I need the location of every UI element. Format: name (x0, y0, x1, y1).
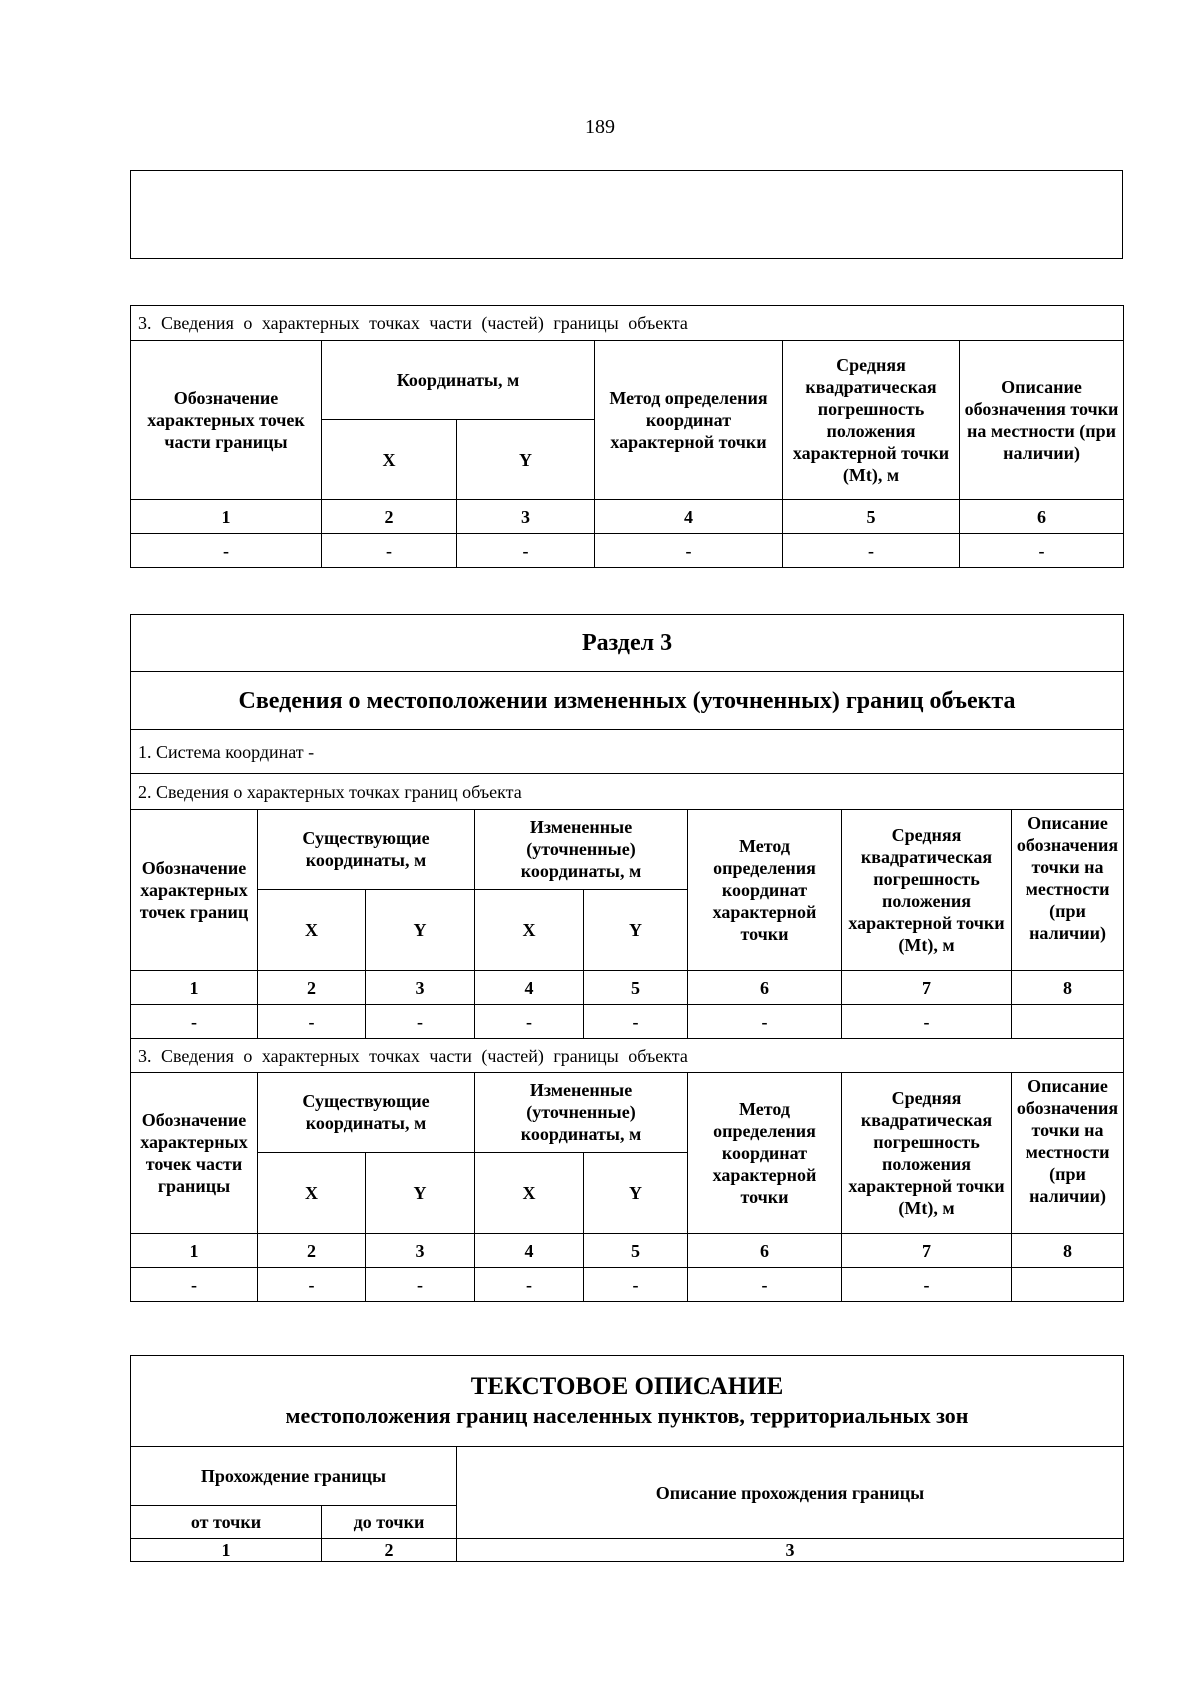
table-cell: - (584, 1005, 688, 1039)
table-cell: - (366, 1005, 475, 1039)
table-cell: - (688, 1268, 842, 1302)
header-method: Метод определения координат характерной точки (688, 1073, 842, 1234)
points-caption: 2. Сведения о характерных точках границ объекта (131, 774, 1124, 810)
header-designation: Обозначение характерных точек части границы (131, 341, 322, 500)
section-title: Раздел 3 (131, 615, 1124, 672)
column-number: 4 (475, 1234, 584, 1268)
text-description-heading (131, 1356, 1124, 1447)
column-number: 6 (960, 500, 1124, 534)
section-subtitle: Сведения о местоположении измененных (уточненных) границ объекта (131, 672, 1124, 730)
header-changed-coordinates: Измененные (уточненные) координаты, м (475, 1073, 688, 1153)
column-number: 1 (131, 971, 258, 1005)
column-number: 4 (595, 500, 783, 534)
header-x: X (475, 1152, 584, 1233)
parts-points-table (130, 305, 1124, 568)
header-error: Средняя квадратическая погрешность положения характерной точки (Mt), м (842, 1073, 1012, 1234)
column-number: 3 (366, 1234, 475, 1268)
text-description-subtitle: местоположения границ населенных пунктов, территориальных зон (285, 1403, 969, 1428)
table-cell: - (131, 534, 322, 568)
header-from-point: от точки (131, 1506, 322, 1539)
header-designation: Обозначение характерных точек границ (131, 810, 258, 971)
empty-table-fragment (130, 170, 1123, 259)
header-x: X (322, 420, 457, 500)
header-designation: Обозначение характерных точек части границы (131, 1073, 258, 1234)
header-y: Y (457, 420, 595, 500)
header-description (1012, 1073, 1124, 1234)
column-number: 1 (131, 500, 322, 534)
column-number: 4 (475, 971, 584, 1005)
table-cell: - (584, 1268, 688, 1302)
table-caption: 3. Сведения о характерных точках части (частей) границы объекта (131, 306, 1124, 341)
table-cell: - (688, 1005, 842, 1039)
column-number: 3 (457, 1539, 1124, 1562)
column-number: 8 (1012, 1234, 1124, 1268)
column-number: 1 (131, 1234, 258, 1268)
column-number: 7 (842, 1234, 1012, 1268)
column-number: 1 (131, 1539, 322, 1562)
table-cell (1012, 1268, 1124, 1302)
table-cell (1012, 1005, 1124, 1039)
table-cell: - (258, 1005, 366, 1039)
table-cell: - (842, 1005, 1012, 1039)
header-error: Средняя квадратическая погрешность положения характерной точки (Mt), м (783, 341, 960, 500)
column-number: 7 (842, 971, 1012, 1005)
header-y: Y (366, 889, 475, 970)
header-coordinates: Координаты, м (322, 341, 595, 420)
column-number: 3 (457, 500, 595, 534)
header-y: Y (584, 889, 688, 970)
table-cell: - (595, 534, 783, 568)
parts-caption: 3. Сведения о характерных точках части (частей) границы объекта (131, 1039, 1124, 1073)
header-description-text: Описание обозначения точки на местности (при наличии) (1016, 813, 1119, 943)
table-cell: - (842, 1268, 1012, 1302)
header-changed-coordinates: Измененные (уточненные) координаты, м (475, 810, 688, 890)
column-number: 5 (584, 1234, 688, 1268)
table-cell: - (131, 1268, 258, 1302)
column-number: 6 (688, 1234, 842, 1268)
header-y: Y (584, 1152, 688, 1233)
page-number: 189 (585, 116, 615, 138)
header-x: X (258, 889, 366, 970)
header-method: Метод определения координат характерной точки (688, 810, 842, 971)
header-passage-description: Описание прохождения границы (457, 1447, 1124, 1539)
header-to-point: до точки (322, 1506, 457, 1539)
column-number: 2 (258, 971, 366, 1005)
column-number: 3 (366, 971, 475, 1005)
column-number: 2 (322, 500, 457, 534)
header-description (1012, 810, 1124, 971)
column-number: 2 (258, 1234, 366, 1268)
text-description-table (130, 1355, 1124, 1562)
table-cell: - (783, 534, 960, 568)
header-method: Метод определения координат характерной точки (595, 341, 783, 500)
header-existing-coordinates: Существующие координаты, м (258, 810, 475, 890)
section-3-table (130, 614, 1124, 1302)
header-description: Описание обозначения точки на местности (при наличии) (960, 341, 1124, 500)
column-number: 2 (322, 1539, 457, 1562)
table-cell: - (322, 534, 457, 568)
header-x: X (258, 1152, 366, 1233)
table-cell: - (960, 534, 1124, 568)
column-number: 8 (1012, 971, 1124, 1005)
column-number: 5 (783, 500, 960, 534)
header-passage: Прохождение границы (131, 1447, 457, 1506)
header-error: Средняя квадратическая погрешность положения характерной точки (Mt), м (842, 810, 1012, 971)
table-cell: - (131, 1005, 258, 1039)
table-cell: - (475, 1005, 584, 1039)
coordinate-system: 1. Система координат - (131, 730, 1124, 774)
header-existing-coordinates: Существующие координаты, м (258, 1073, 475, 1153)
text-description-title: ТЕКСТОВОЕ ОПИСАНИЕ (470, 1373, 784, 1400)
table-cell: - (258, 1268, 366, 1302)
table-cell: - (457, 534, 595, 568)
header-y: Y (366, 1152, 475, 1233)
column-number: 6 (688, 971, 842, 1005)
column-number: 5 (584, 971, 688, 1005)
table-cell: - (366, 1268, 475, 1302)
header-x: X (475, 889, 584, 970)
table-cell: - (475, 1268, 584, 1302)
header-description-text: Описание обозначения точки на местности (при наличии) (1016, 1076, 1119, 1206)
